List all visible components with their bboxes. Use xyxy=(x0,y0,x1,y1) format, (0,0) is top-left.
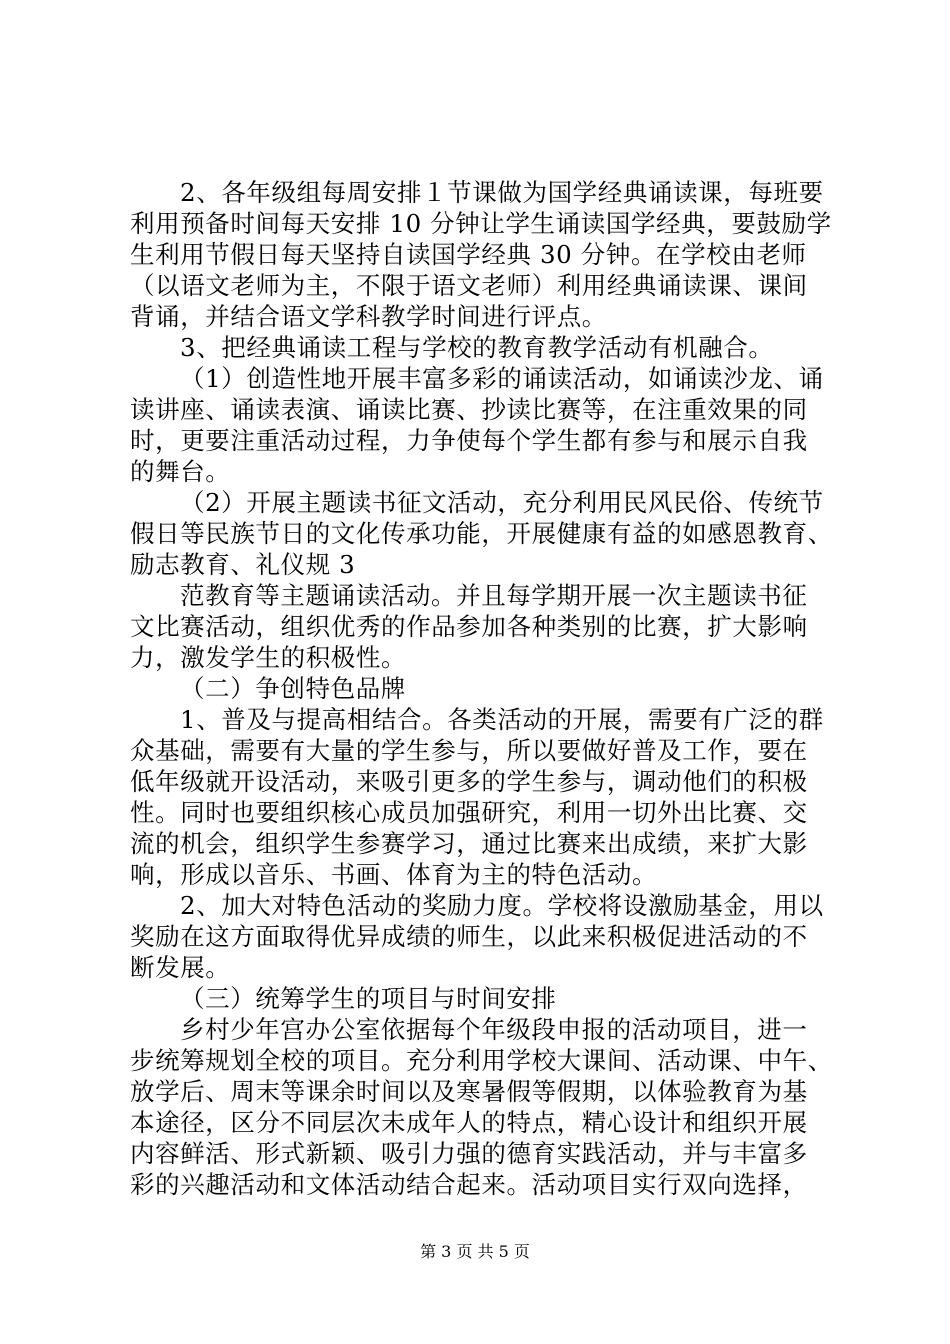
paragraph-line: 利用预备时间每天安排 10 分钟让学生诵读国学经典，要鼓励学 xyxy=(130,209,832,238)
paragraph-line: 放学后、周末等课余时间以及寒暑假等假期，以体验教育为基 xyxy=(130,1077,808,1106)
paragraph-line: 生利用节假日每天坚持自读国学经典 30 分钟。在学校由老师 xyxy=(130,240,807,269)
paragraph-line: （以语文老师为主，不限于语文老师）利用经典诵读课、课间 xyxy=(130,271,808,300)
paragraph-line: 响，形成以音乐、书画、体育为主的特色活动。 xyxy=(130,860,658,889)
paragraph-line: 3、把经典诵读工程与学校的教育教学活动有机融合。 xyxy=(180,333,774,362)
paragraph-line: 奖励在这方面取得优异成绩的师生，以此来积极促进活动的不 xyxy=(130,922,808,951)
paragraph-line: 1、普及与提高相结合。各类活动的开展，需要有广泛的群 xyxy=(180,705,824,734)
paragraph-line: 励志教育、礼仪规 3 xyxy=(130,550,356,579)
paragraph-line: 假日等民族节日的文化传承功能，开展健康有益的如感恩教育、 xyxy=(130,519,833,548)
section-heading: （二）争创特色品牌 xyxy=(180,674,406,703)
paragraph-line: 背诵，并结合语文学科教学时间进行评点。 xyxy=(130,302,607,331)
section-heading: （三）统筹学生的项目与时间安排 xyxy=(180,984,557,1013)
paragraph-line: 步统筹规划全校的项目。充分利用学校大课间、活动课、中午、 xyxy=(130,1046,833,1075)
paragraph-line: 乡村少年宫办公室依据每个年级段申报的活动项目，进一 xyxy=(180,1015,808,1044)
paragraph-line: 内容鲜活、形式新颖、吸引力强的德育实践活动，并与丰富多 xyxy=(130,1139,808,1168)
paragraph-line: 彩的兴趣活动和文体活动结合起来。活动项目实行双向选择， xyxy=(130,1170,808,1199)
paragraph-line: 低年级就开设活动，来吸引更多的学生参与，调动他们的积极 xyxy=(130,767,808,796)
page-number-footer: 第 3 页 共 5 页 xyxy=(420,1242,530,1261)
paragraph-line: 性。同时也要组织核心成员加强研究，利用一切外出比赛、交 xyxy=(130,798,808,827)
paragraph-line: 众基础，需要有大量的学生参与，所以要做好普及工作，要在 xyxy=(130,736,808,765)
paragraph-line: （2）开展主题读书征文活动，充分利用民风民俗、传统节 xyxy=(180,488,824,517)
paragraph-line: 2、各年级组每周安排１节课做为国学经典诵读课，每班要 xyxy=(180,178,824,207)
paragraph-line: 的舞台。 xyxy=(130,457,231,486)
paragraph-line: 2、加大对特色活动的奖励力度。学校将设激励基金，用以 xyxy=(180,891,824,920)
paragraph-line: 读讲座、诵读表演、诵读比赛、抄读比赛等，在注重效果的同 xyxy=(130,395,808,424)
paragraph-line: 文比赛活动，组织优秀的作品参加各种类别的比赛，扩大影响 xyxy=(130,612,808,641)
paragraph-line: 时，更要注重活动过程，力争使每个学生都有参与和展示自我 xyxy=(130,426,808,455)
paragraph-line: （1）创造性地开展丰富多彩的诵读活动，如诵读沙龙、诵 xyxy=(180,364,824,393)
paragraph-line: 力，激发学生的积极性。 xyxy=(130,643,407,672)
paragraph-line: 断发展。 xyxy=(130,953,231,982)
paragraph-line: 流的机会，组织学生参赛学习，通过比赛来出成绩，来扩大影 xyxy=(130,829,808,858)
paragraph-line: 范教育等主题诵读活动。并且每学期开展一次主题读书征 xyxy=(180,581,808,610)
paragraph-line: 本途径，区分不同层次未成年人的特点，精心设计和组织开展 xyxy=(130,1108,808,1137)
